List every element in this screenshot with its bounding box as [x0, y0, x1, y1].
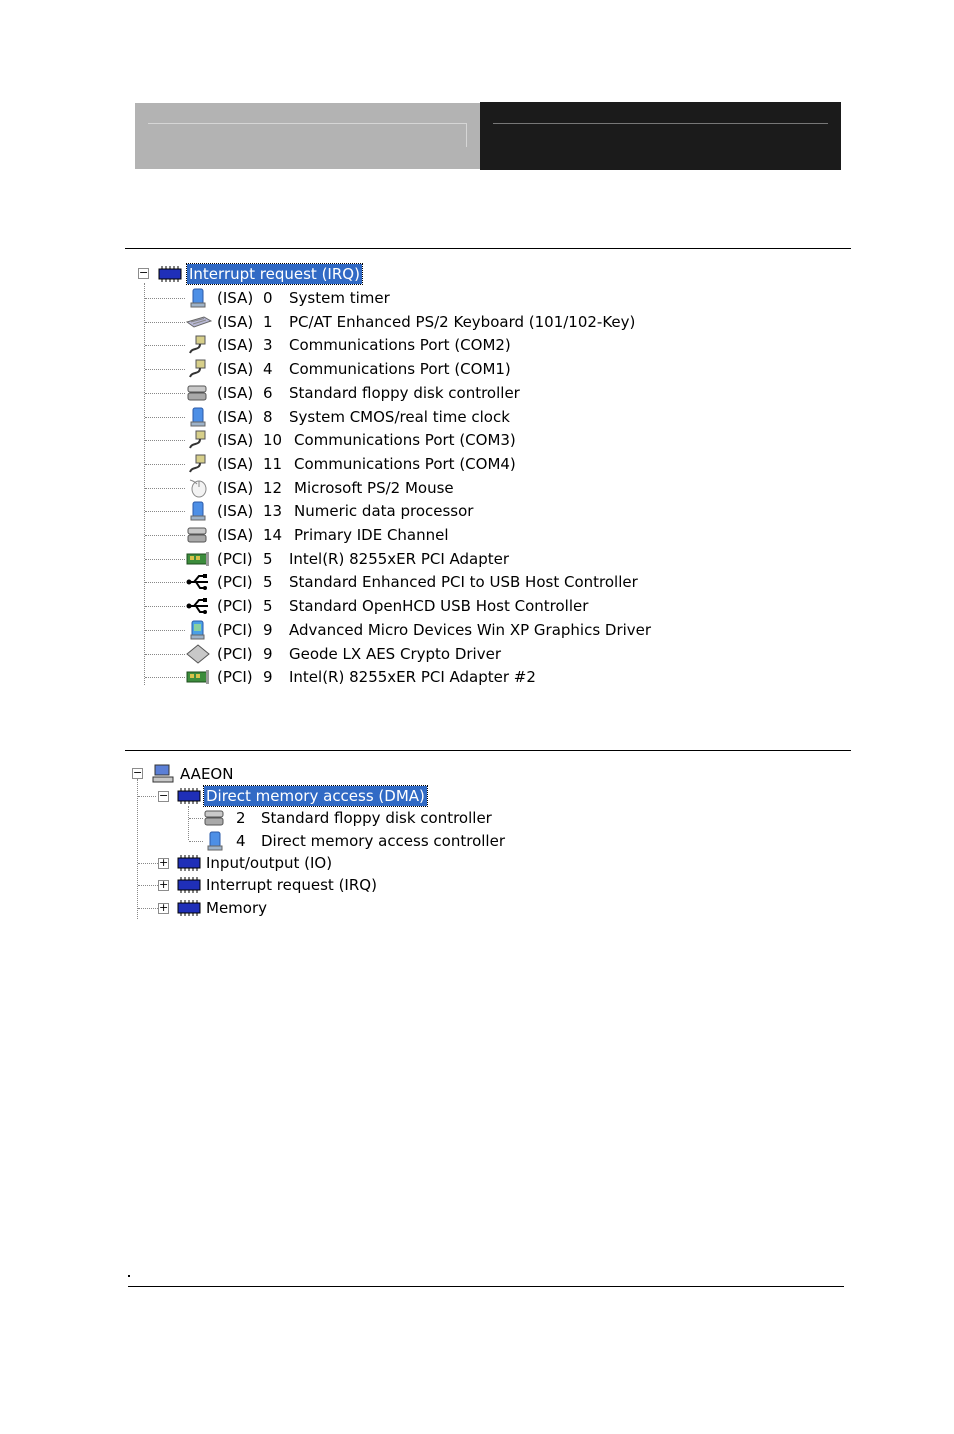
irq-number: 0	[263, 289, 273, 307]
dma-collapse-toggle[interactable]: −	[159, 789, 169, 802]
header-left-rule	[148, 123, 467, 124]
irq-device-label: Standard Enhanced PCI to USB Host Controller	[289, 573, 638, 592]
footer-dot	[128, 1275, 130, 1277]
irq-device-label: Communications Port (COM4)	[294, 454, 516, 473]
irq-device-label: Intel(R) 8255xER PCI Adapter	[289, 549, 510, 568]
irq-bus: (ISA)	[217, 478, 254, 497]
irq-device-label: Primary IDE Channel	[294, 526, 449, 544]
irq-device-label: Communications Port (COM3)	[294, 431, 516, 450]
tree-connector	[145, 559, 185, 560]
system-device-icon	[203, 831, 225, 851]
irq-number: 8	[263, 407, 273, 426]
irq-device-label: Advanced Micro Devices Win XP Graphics Driver	[289, 620, 652, 639]
system-device-icon	[186, 501, 208, 521]
irq-device-label: Microsoft PS/2 Mouse	[294, 478, 454, 497]
dma-label: Direct memory access (DMA)	[206, 787, 425, 805]
tree-connector	[145, 582, 185, 583]
port-icon	[186, 335, 208, 355]
irq-bus: (PCI)	[217, 573, 253, 592]
mouse-icon	[186, 478, 208, 498]
irq-bus: (PCI)	[217, 644, 253, 663]
resource-category-label: Memory	[206, 898, 268, 917]
dma-channel-number: 2	[236, 809, 246, 827]
irq-bus: (ISA)	[217, 383, 254, 402]
section-divider-irq	[125, 248, 851, 249]
tree-connector	[138, 908, 158, 909]
io-chip-icon	[177, 853, 199, 873]
irq-chip-icon	[158, 264, 180, 284]
irq-number: 5	[263, 573, 273, 592]
tree-connector	[189, 818, 203, 819]
expand-toggle[interactable]: +	[159, 856, 169, 869]
computer-collapse-toggle[interactable]: −	[133, 766, 143, 779]
disk-controller-icon	[203, 808, 225, 828]
tree-connector	[145, 440, 185, 441]
irq-bus: (ISA)	[217, 502, 254, 521]
irq-number: 9	[263, 668, 273, 687]
irq-device-label: Geode LX AES Crypto Driver	[289, 644, 501, 663]
tree-connector	[145, 535, 185, 536]
tree-connector	[145, 298, 185, 299]
irq-bus: (ISA)	[217, 407, 254, 426]
irq-number: 13	[263, 502, 283, 521]
tree-connector	[188, 806, 189, 840]
port-icon	[186, 359, 208, 379]
irq-bus: (PCI)	[217, 597, 253, 616]
irq-device-label: Numeric data processor	[294, 502, 474, 521]
irq-device-label: Intel(R) 8255xER PCI Adapter #2	[289, 668, 536, 687]
irq-bus: (ISA)	[217, 289, 254, 307]
tree-connector	[145, 511, 185, 512]
port-icon	[186, 430, 208, 450]
irq-number: 3	[263, 336, 273, 355]
irq-bus: (ISA)	[217, 336, 254, 355]
tree-connector	[138, 796, 156, 797]
irq-device-label: PC/AT Enhanced PS/2 Keyboard (101/102-Key)	[289, 312, 636, 331]
keyboard-icon	[186, 312, 208, 332]
tree-connector	[145, 322, 185, 323]
tree-connector	[189, 841, 203, 842]
irq-number: 6	[263, 383, 273, 402]
usb-icon	[186, 572, 208, 592]
irq-number: 14	[263, 526, 283, 544]
disk-controller-icon	[186, 383, 208, 403]
display-adapter-icon	[186, 620, 208, 640]
computer-label: AAEON	[180, 765, 234, 783]
tree-connector	[138, 863, 158, 864]
header-right-rule	[493, 123, 828, 124]
irq-chip-icon	[177, 875, 199, 895]
irq-bus: (ISA)	[217, 526, 254, 544]
memory-chip-icon	[177, 898, 199, 918]
usb-icon	[186, 596, 208, 616]
irq-bus: (ISA)	[217, 360, 254, 379]
tree-connector	[145, 630, 185, 631]
network-adapter-icon	[186, 549, 208, 569]
dma-device-label: Direct memory access controller	[261, 831, 505, 850]
dma-channel-number: 4	[236, 831, 246, 850]
dma-chip-icon	[177, 786, 199, 806]
crypto-icon	[186, 644, 208, 664]
footer-rule	[128, 1286, 844, 1287]
irq-bus: (PCI)	[217, 620, 253, 639]
resource-category-label: Input/output (IO)	[206, 854, 333, 872]
irq-bus: (PCI)	[217, 549, 253, 568]
tree-connector	[138, 885, 158, 886]
expand-toggle[interactable]: +	[159, 900, 169, 914]
tree-connector	[145, 369, 185, 370]
irq-number: 12	[263, 478, 283, 497]
tree-connector	[137, 779, 138, 919]
irq-number: 11	[263, 454, 283, 473]
irq-device-label: System timer	[289, 289, 390, 307]
irq-number: 10	[263, 431, 283, 450]
network-adapter-icon	[186, 667, 208, 687]
computer-icon	[152, 764, 174, 784]
dma-device-label: Standard floppy disk controller	[261, 809, 492, 827]
irq-number: 1	[263, 312, 273, 331]
tree-connector	[145, 677, 185, 678]
irq-device-label: Communications Port (COM2)	[289, 336, 511, 355]
irq-number: 9	[263, 644, 273, 663]
system-device-icon	[186, 288, 208, 308]
irq-device-label: Communications Port (COM1)	[289, 360, 511, 379]
section-divider-dma	[125, 750, 851, 751]
expand-toggle[interactable]: +	[159, 878, 169, 892]
irq-device-label: Standard floppy disk controller	[289, 383, 520, 402]
irq-number: 9	[263, 620, 273, 639]
disk-controller-icon	[186, 525, 208, 545]
irq-device-label: System CMOS/real time clock	[289, 407, 510, 426]
irq-bus: (ISA)	[217, 312, 254, 331]
irq-bus: (ISA)	[217, 454, 254, 473]
tree-connector	[145, 393, 185, 394]
port-icon	[186, 454, 208, 474]
header-left-band	[135, 103, 480, 169]
irq-device-label: Standard OpenHCD USB Host Controller	[289, 597, 589, 616]
tree-connector	[145, 417, 185, 418]
irq-bus: (PCI)	[217, 668, 253, 687]
tree-connector	[144, 283, 145, 685]
system-device-icon	[186, 407, 208, 427]
resource-category-label: Interrupt request (IRQ)	[206, 876, 377, 895]
irq-bus: (ISA)	[217, 431, 254, 450]
header-left-tick	[466, 123, 467, 147]
irq-number: 5	[263, 597, 273, 616]
irq-number: 5	[263, 549, 273, 568]
tree-connector	[145, 488, 185, 489]
tree-connector	[145, 654, 185, 655]
collapse-toggle[interactable]: −	[139, 266, 149, 279]
tree-connector	[145, 464, 185, 465]
tree-connector	[145, 606, 185, 607]
tree-connector	[145, 345, 185, 346]
header-right-band	[480, 102, 841, 170]
irq-number: 4	[263, 360, 273, 379]
irq-root-label: Interrupt request (IRQ)	[189, 265, 360, 283]
